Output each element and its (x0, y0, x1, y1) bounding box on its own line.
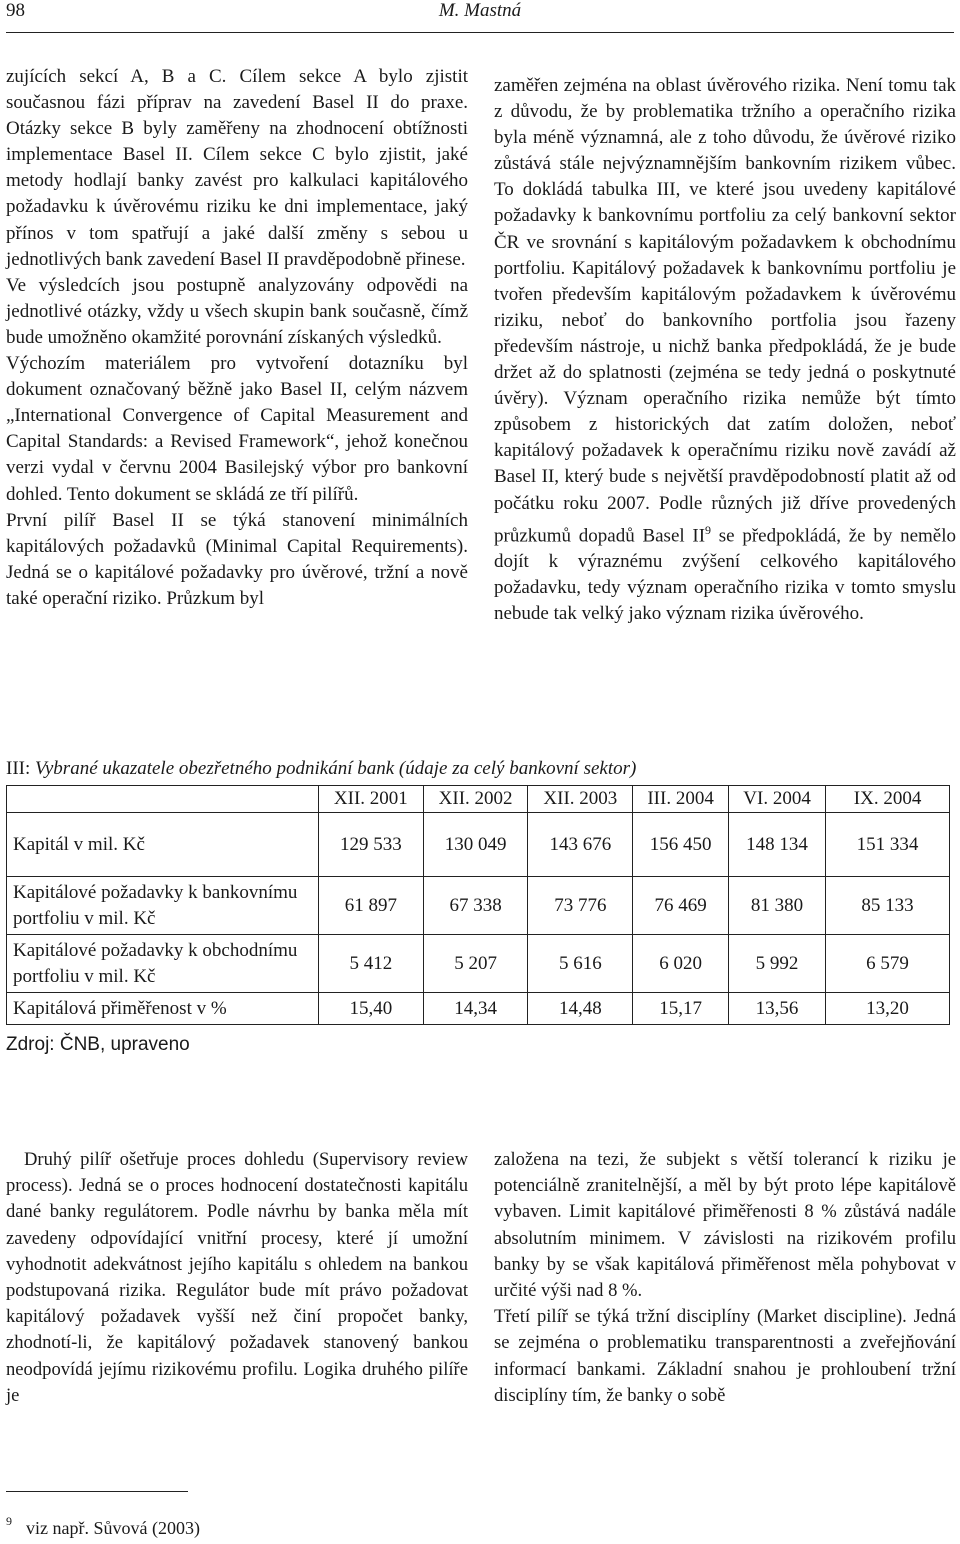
table-header-row (7, 786, 950, 813)
table-row (7, 813, 950, 877)
footnote-text: viz např. Sůvová (2003) (26, 1518, 200, 1538)
page-header (6, 0, 954, 24)
footnote-number: 9 (6, 1514, 12, 1528)
table-cell: 151 334 (826, 813, 950, 877)
header-rule (6, 32, 954, 33)
table-cell: 130 049 (423, 813, 528, 877)
table-cell: 5 412 (319, 935, 424, 993)
table-cell: 81 380 (729, 877, 826, 935)
table-cell: 13,20 (826, 993, 950, 1025)
table-cell: 5 207 (423, 935, 528, 993)
table-cell: 148 134 (729, 813, 826, 877)
table-cell: 15,17 (633, 993, 729, 1025)
table-label: III: (6, 758, 31, 779)
column-header: IX. 2004 (826, 786, 950, 813)
paragraph-text: se předpokládá, že by nemělo dojít k výraznému zvýšení celkového kapitálového požadavku, tedy význam operačního rizika v tomto smyslu nebude tak velký jako význam rizika úvěrového. (494, 524, 956, 625)
body-column-top-right (494, 73, 956, 627)
table-cell: 156 450 (633, 813, 729, 877)
footnote-rule (6, 1491, 188, 1492)
body-column-bottom-right (494, 1147, 956, 1409)
table-cell: 73 776 (528, 877, 633, 935)
table-cell: 85 133 (826, 877, 950, 935)
row-label: Kapitál v mil. Kč (7, 813, 319, 877)
footnote (6, 1514, 200, 1539)
paragraph-text: zaměřen zejména na oblast úvěrového rizika. Není tomu tak z důvodu, že by problematika tržního a operačního rizika byla méně významná, ale z toho důvodu, že úvěrové riziko zůstává stále nejvýznamnějším bankovním rizikem vůbec. To dokládá tabulka III, ve které jsou uvedeny kapitálové požadavky k bankovnímu portfoliu za celý bankovní sektor ČR ve srovnání s kapitálovým požadavkem k obchodnímu portfoliu. Kapitálový požadavek k bankovnímu portfoliu je tvořen především kapitálovým požadavkem k úvěrovému riziku, neboť do bankovního portfolia jsou řazeny především nástroje, u nichž banka předpokládá, že je bude držet až do splatnosti (zejména se tedy jedná o poskytnuté úvěry). Význam operačního rizika nemůže být tímto způsobem z historických dat zatím doložen, neboť kapitálový požadavek k operačnímu riziku nově zavádí až Basel II, který bude s největší pravděpodobností platit až od počátku roku 2007. Podle různých již dříve provedených průzkumů dopadů Basel II (494, 75, 956, 546)
column-header: XII. 2003 (528, 786, 633, 813)
table-caption (6, 756, 954, 782)
paragraph: Druhý pilíř ošetřuje proces dohledu (Supervisory review process). Jedná se o proces hodnocení dostatečnosti kapitálu dané banky regulátorem. Podle návrhu by banka měla mít zavedeny odpovídající vnitřní procesy, které jí umožní vyhodnotit adekvátnost jejího kapitálu s ohledem na bankou podstupovaná rizika. Regulátor bude mít právo požadovat kapitálový požadavek vyšší než činí propočet banky, zhodnotí-li, že kapitálový požadavek stanovený bankou neodpovídá jejímu rizikovému profilu. Logika druhého pilíře je (6, 1149, 468, 1406)
running-head: M. Mastná (438, 0, 522, 21)
table-cell: 5 616 (528, 935, 633, 993)
column-header: VI. 2004 (729, 786, 826, 813)
paragraph: Třetí pilíř se týká tržní disciplíny (Market discipline). Jedná se zejména o problematiku transparentnosti a zveřejňování informací bankami. Základní snahou je prohloubení tržní disciplíny tím, že banky o sobě (494, 1306, 956, 1406)
table-source: Zdroj: ČNB, upraveno (6, 1034, 190, 1055)
table-cell: 14,48 (528, 993, 633, 1025)
table-cell: 143 676 (528, 813, 633, 877)
footnote-ref[interactable]: 9 (705, 522, 712, 537)
paragraph: zujících sekcí A, B a C. Cílem sekce A bylo zjistit současnou fázi příprav na zavedení Basel II do praxe. Otázky sekce B byly zaměřeny na zhodnocení obtížnosti implementace Basel II. Cílem sekce C bylo zjistit, jaké metody hodlají banky zavést pro kalkulaci kapitálového požadavku k úvěrovému riziku ke dni implementace, jaký přínos v tom spatřují a jaké další změny s sebou u jednotlivých bank zavedení Basel II pravděpodobně přinese. (6, 66, 468, 270)
table-cell: 15,40 (319, 993, 424, 1025)
data-table (6, 785, 950, 1025)
body-column-bottom-left (6, 1147, 468, 1409)
table-cell: 61 897 (319, 877, 424, 935)
body-column-top-left (6, 64, 468, 612)
paragraph: První pilíř Basel II se týká stanovení minimálních kapitálových požadavků (Minimal Capital Requirements). Jedná se o kapitálové požadavky pro úvěrové, tržní a nově také operační riziko. Průzkum byl (6, 509, 468, 609)
column-header: XII. 2002 (423, 786, 528, 813)
table-cell: 76 469 (633, 877, 729, 935)
table-row (7, 877, 950, 935)
table-cell: 67 338 (423, 877, 528, 935)
paragraph (494, 73, 956, 627)
paragraph: založena na tezi, že subjekt s větší tolerancí k riziku je potenciálně zranitelnější, a měl by být proto lépe kapitálově vybaven. Limit kapitálové přiměřenosti 8 % zůstává nadále absolutním minimem. V závislosti na rizikovém profilu banky by se však kapitálová přiměřenost měla pohybovat v určité výši nad 8 %. (494, 1149, 956, 1302)
table-caption-text: Vybrané ukazatele obezřetného podnikání bank (údaje za celý bankovní sektor) (35, 758, 637, 779)
paragraph: Výchozím materiálem pro vytvoření dotazníku byl dokument označovaný běžně jako Basel II, celým názvem „International Convergence of Capital Measurement and Capital Standards: a Revised Framework“, jehož konečnou verzi vydal v červnu 2004 Basilejský výbor pro bankovní dohled. Tento dokument se skládá ze tří pilířů. (6, 353, 468, 505)
row-label: Kapitálové požadavky k bankovnímu portfoliu v mil. Kč (7, 877, 319, 935)
table-row (7, 935, 950, 993)
table-cell: 14,34 (423, 993, 528, 1025)
table-cell: 13,56 (729, 993, 826, 1025)
page-number: 98 (6, 0, 25, 21)
column-header: XII. 2001 (319, 786, 424, 813)
table-cell: 6 579 (826, 935, 950, 993)
table-cell: 6 020 (633, 935, 729, 993)
row-label: Kapitálová přiměřenost v % (7, 993, 319, 1025)
table-row (7, 993, 950, 1025)
table-cell: 5 992 (729, 935, 826, 993)
row-label: Kapitálové požadavky k obchodnímu portfoliu v mil. Kč (7, 935, 319, 993)
table-corner (7, 786, 319, 813)
paragraph: Ve výsledcích jsou postupně analyzovány odpovědi na jednotlivé otázky, vždy u všech skupin bank současně, čímž bude umožněno okamžité porovnání získaných výsledků. (6, 274, 468, 348)
table-cell: 129 533 (319, 813, 424, 877)
column-header: III. 2004 (633, 786, 729, 813)
